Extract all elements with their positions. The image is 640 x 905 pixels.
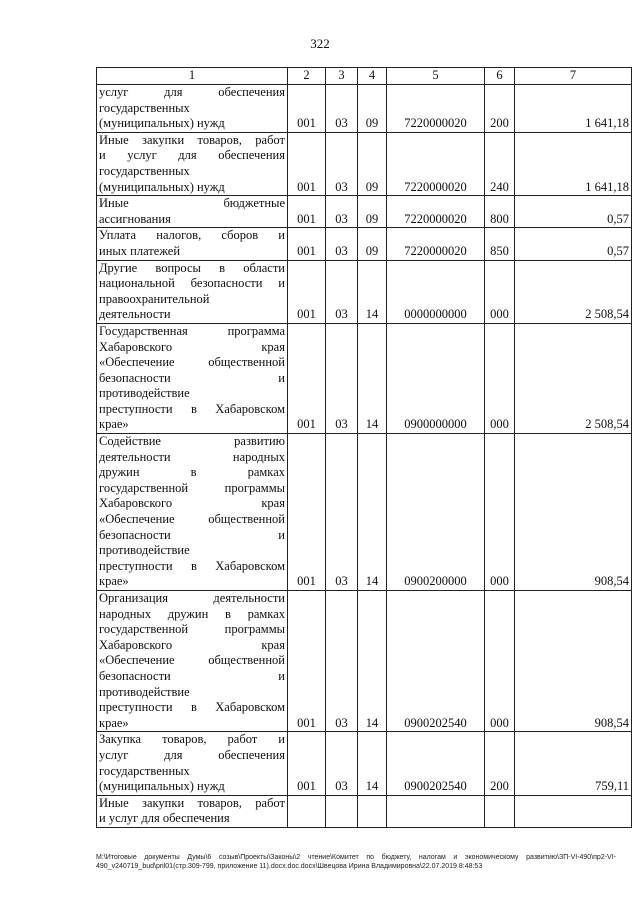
section-code: 03 (326, 323, 358, 433)
description-line: Закупка товаров, работ и (99, 732, 285, 747)
amount: 1 641,18 (515, 85, 632, 133)
chapter-code: 001 (288, 228, 326, 260)
description-line: преступности в Хабаровском (99, 401, 285, 416)
chapter-code (288, 795, 326, 827)
description-line: преступности в Хабаровском (99, 558, 285, 573)
description-line: правоохранительной (99, 291, 210, 306)
chapter-code: 001 (288, 591, 326, 732)
header-cell: 1 (97, 68, 288, 85)
description-line: Государственная программа (99, 323, 285, 338)
description-line: деятельности народных (99, 449, 285, 464)
section-code: 03 (326, 591, 358, 732)
chapter-code: 001 (288, 323, 326, 433)
target-article-code: 0000000000 (387, 260, 485, 323)
table-row (97, 85, 632, 133)
target-article-code: 7220000020 (387, 228, 485, 260)
description-line: Хабаровского края (99, 339, 285, 354)
expense-type-code: 200 (485, 732, 515, 795)
description-line: услуг для обеспечения (99, 85, 285, 99)
amount: 908,54 (515, 591, 632, 732)
amount: 908,54 (515, 434, 632, 591)
description-line: преступности в Хабаровском (99, 700, 285, 715)
budget-table (96, 67, 632, 828)
file-path-footer: M:\Итоговые документы Думы\6 созыв\Проекты\Законы\2 чтение\Комитет по бюджету, налогам и экономическому развитию\ЗП-VI-490\пр2-VI-490_v240719_bud\pril01(стр.309-799, приложение 11).docx.doc.docx\Швецова Ирина Владимировна\22.07.2019 8:48:53 (96, 854, 616, 870)
description-line: противодействие (99, 386, 190, 401)
subsection-code: 09 (358, 196, 387, 228)
section-code: 03 (326, 132, 358, 195)
row-description (97, 196, 288, 228)
expense-type-code: 240 (485, 132, 515, 195)
chapter-code: 001 (288, 85, 326, 133)
expense-type-code: 000 (485, 591, 515, 732)
chapter-code: 001 (288, 732, 326, 795)
description-line: (муниципальных) нужд (99, 116, 225, 131)
expense-type-code: 850 (485, 228, 515, 260)
table-row (97, 434, 632, 591)
table-row (97, 196, 632, 228)
row-description (97, 132, 288, 195)
description-line: Иные закупки товаров, работ (99, 132, 285, 147)
description-line: безопасности и (99, 527, 285, 542)
row-description (97, 795, 288, 827)
table-row (97, 132, 632, 195)
expense-type-code: 000 (485, 260, 515, 323)
section-code (326, 795, 358, 827)
amount: 0,57 (515, 196, 632, 228)
row-description (97, 228, 288, 260)
description-line: (муниципальных) нужд (99, 179, 225, 194)
chapter-code: 001 (288, 132, 326, 195)
target-article-code (387, 795, 485, 827)
amount: 2 508,54 (515, 260, 632, 323)
description-line: государственной программы (99, 622, 285, 637)
amount: 759,11 (515, 732, 632, 795)
expense-type-code (485, 795, 515, 827)
table-row (97, 732, 632, 795)
description-line: государственных (99, 763, 190, 778)
description-line: Иные закупки товаров, работ (99, 795, 285, 810)
description-line: Иные бюджетные (99, 196, 285, 211)
amount (515, 795, 632, 827)
table-row (97, 228, 632, 260)
description-line: и услуг для обеспечения (99, 811, 230, 826)
target-article-code: 0900200000 (387, 434, 485, 591)
target-article-code: 0900202540 (387, 591, 485, 732)
row-description (97, 323, 288, 433)
section-code: 03 (326, 732, 358, 795)
description-line: крае» (99, 574, 129, 589)
section-code: 03 (326, 85, 358, 133)
description-line: народных дружин в рамках (99, 606, 285, 621)
description-line: ассигнования (99, 211, 171, 226)
expense-type-code: 000 (485, 434, 515, 591)
header-cell: 3 (326, 68, 358, 85)
subsection-code: 14 (358, 434, 387, 591)
row-description (97, 434, 288, 591)
expense-type-code: 800 (485, 196, 515, 228)
header-cell: 7 (515, 68, 632, 85)
expense-type-code: 200 (485, 85, 515, 133)
section-code: 03 (326, 260, 358, 323)
description-line: крае» (99, 417, 129, 432)
description-line: дружин в рамках (99, 465, 285, 480)
section-code: 03 (326, 434, 358, 591)
target-article-code: 7220000020 (387, 85, 485, 133)
description-line: «Обеспечение общественной (99, 355, 285, 370)
table-row (97, 795, 632, 827)
description-line: противодействие (99, 543, 190, 558)
section-code: 03 (326, 196, 358, 228)
description-line: и услуг для обеспечения (99, 148, 285, 163)
header-cell: 5 (387, 68, 485, 85)
section-code: 03 (326, 228, 358, 260)
target-article-code: 7220000020 (387, 132, 485, 195)
description-line: безопасности и (99, 370, 285, 385)
row-description (97, 591, 288, 732)
description-line: Хабаровского края (99, 637, 285, 652)
target-article-code: 0900202540 (387, 732, 485, 795)
expense-type-code: 000 (485, 323, 515, 433)
amount: 2 508,54 (515, 323, 632, 433)
description-line: противодействие (99, 684, 190, 699)
description-line: Уплата налогов, сборов и (99, 228, 285, 243)
header-cell: 2 (288, 68, 326, 85)
row-description (97, 732, 288, 795)
row-description (97, 260, 288, 323)
header-cell: 6 (485, 68, 515, 85)
subsection-code: 09 (358, 132, 387, 195)
subsection-code: 14 (358, 732, 387, 795)
subsection-code: 14 (358, 323, 387, 433)
description-line: Содействие развитию (99, 434, 285, 449)
target-article-code: 7220000020 (387, 196, 485, 228)
description-line: Организация деятельности (99, 591, 285, 605)
description-line: услуг для обеспечения (99, 747, 285, 762)
description-line: национальной безопасности и (99, 276, 285, 291)
header-cell: 4 (358, 68, 387, 85)
page-number: 322 (310, 36, 330, 51)
description-line: иных платежей (99, 243, 181, 258)
description-line: «Обеспечение общественной (99, 512, 285, 527)
table-row (97, 591, 632, 732)
row-description (97, 85, 288, 133)
description-line: государственных (99, 163, 190, 178)
description-line: «Обеспечение общественной (99, 653, 285, 668)
chapter-code: 001 (288, 260, 326, 323)
target-article-code: 0900000000 (387, 323, 485, 433)
amount: 0,57 (515, 228, 632, 260)
table-row (97, 323, 632, 433)
chapter-code: 001 (288, 196, 326, 228)
table-header-row (97, 68, 632, 85)
subsection-code: 14 (358, 260, 387, 323)
amount: 1 641,18 (515, 132, 632, 195)
description-line: (муниципальных) нужд (99, 779, 225, 794)
description-line: деятельности (99, 307, 171, 322)
description-line: крае» (99, 715, 129, 730)
subsection-code: 09 (358, 228, 387, 260)
subsection-code (358, 795, 387, 827)
description-line: государственных (99, 100, 190, 115)
subsection-code: 09 (358, 85, 387, 133)
description-line: Хабаровского края (99, 496, 285, 511)
description-line: государственной программы (99, 480, 285, 495)
description-line: безопасности и (99, 668, 285, 683)
chapter-code: 001 (288, 434, 326, 591)
description-line: Другие вопросы в области (99, 260, 285, 275)
table-row (97, 260, 632, 323)
subsection-code: 14 (358, 591, 387, 732)
